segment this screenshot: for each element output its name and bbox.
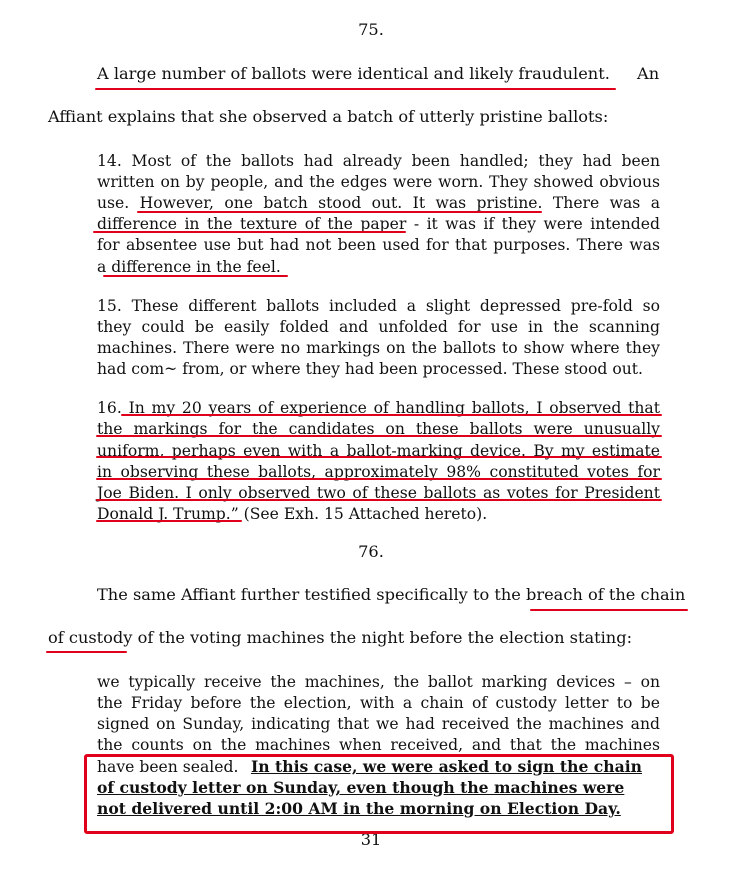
paragraph-75-line-1a: A large number of ballots were identical and likely fraudulent. <box>97 64 610 83</box>
quote-14-line: written on by people, and the edges were worn. They showed obvious <box>97 173 660 191</box>
quote-16-line: uniform, perhaps even with a ballot-marking device. By my estimate <box>97 442 660 460</box>
quote-16-line: Donald J. Trump.” (See Exh. 15 Attached hereto). <box>97 505 488 523</box>
red-underline <box>96 499 662 501</box>
quote-15-line: had com~ from, or where they had been processed. These stood out. <box>97 360 644 378</box>
paragraph-76-line-1: The same Affiant further testified specifically to the breach of the chain <box>97 585 686 604</box>
quote-14-line: difference in the texture of the paper - it was if they were intended <box>97 215 660 233</box>
custody-quote-bold-line: of custody letter on Sunday, even though the machines were <box>97 778 625 797</box>
red-underline <box>137 211 542 213</box>
custody-quote-bold-line: In this case, we were asked to sign the chain <box>251 757 643 776</box>
paragraph-number-76: 76. <box>358 542 384 561</box>
quote-16-line: 16. In my 20 years of experience of handling ballots, I observed that <box>97 399 660 417</box>
red-underline <box>96 478 662 480</box>
custody-quote-line: signed on Sunday, indicating that we had received the machines and <box>97 715 660 733</box>
quote-16-line: in observing these ballots, approximately 98% constituted votes for <box>97 463 660 481</box>
custody-quote-line: we typically receive the machines, the ballot marking devices – on <box>97 673 660 691</box>
paragraph-76-line-2: of custody of the voting machines the night before the election stating: <box>48 628 633 647</box>
paragraph-number-75: 75. <box>358 20 384 39</box>
quote-14-line: for absentee use but had not been used for that purposes. There was <box>97 236 660 254</box>
red-underline <box>96 435 662 437</box>
red-underline <box>93 231 406 233</box>
red-underline <box>96 520 242 522</box>
custody-quote-line: the Friday before the election, with a chain of custody letter to be <box>97 694 660 712</box>
page-number: 31 <box>360 830 382 849</box>
red-underline <box>103 275 288 277</box>
red-underline <box>121 414 662 416</box>
quote-14-line: a difference in the feel. <box>97 258 281 276</box>
quote-15-line: they could be easily folded and unfolded for use in the scanning <box>97 318 660 336</box>
quote-16-line: Joe Biden. I only observed two of these ballots as votes for President <box>97 484 660 502</box>
red-underline <box>95 88 616 90</box>
custody-quote-line: have been sealed. <box>97 758 239 776</box>
red-underline <box>46 651 127 653</box>
quote-16-line: the markings for the candidates on these ballots were unusually <box>97 420 660 438</box>
custody-quote-bold-line: not delivered until 2:00 AM in the morning on Election Day. <box>97 799 621 818</box>
paragraph-75-line-2: Affiant explains that she observed a batch of utterly pristine ballots: <box>48 107 609 126</box>
quote-14-line: 14. Most of the ballots had already been handled; they had been <box>97 152 660 170</box>
paragraph-75-line-1b: An <box>637 64 660 83</box>
red-underline <box>530 609 688 611</box>
quote-14-line: use. However, one batch stood out. It was pristine. There was a <box>97 194 660 212</box>
quote-15-line: 15. These different ballots included a slight depressed pre-fold so <box>97 297 660 315</box>
quote-15-line: machines. There were no markings on the ballots to show where they <box>97 339 660 357</box>
red-highlight-box <box>84 754 674 834</box>
custody-quote-line: the counts on the machines when received, and that the machines <box>97 736 660 754</box>
red-underline <box>96 456 662 458</box>
